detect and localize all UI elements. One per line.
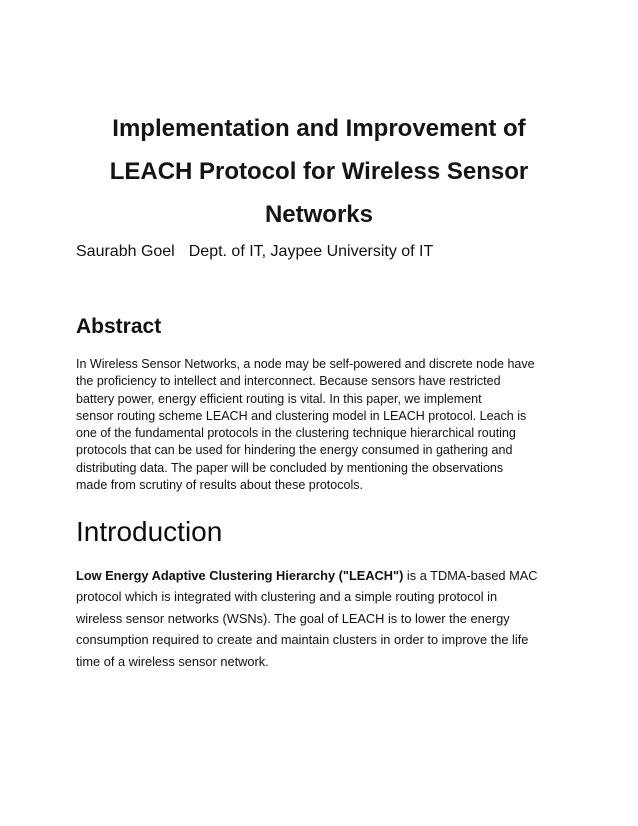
paper-title [60,107,578,236]
abstract-line: sensor routing scheme LEACH and clustering model in LEACH protocol. Leach is [76,408,527,423]
intro-line: consumption required to create and maintain clusters in order to improve the life [76,632,529,648]
abstract-text [76,356,576,494]
intro-line [76,565,576,586]
leach-term: Low Energy Adaptive Clustering Hierarchy ("LEACH") [76,568,404,583]
introduction-heading: Introduction [76,516,223,547]
title-line: Networks [264,201,374,228]
intro-line: wireless sensor networks (WSNs). The goal of LEACH is to lower the energy [76,610,510,626]
abstract-line: battery power, energy efficient routing is vital. In this paper, we implement [76,391,482,406]
author-line [76,241,433,263]
intro-line: protocol which is integrated with clustering and a simple routing protocol in [76,589,498,605]
intro-line: time of a wireless sensor network. [76,653,269,669]
abstract-line: protocols that can be used for hindering the energy consumed in gathering and [76,443,513,458]
abstract-line: one of the fundamental protocols in the clustering technique hierarchical routing [76,426,516,441]
abstract-line: In Wireless Sensor Networks, a node may be self-powered and discrete node have [76,357,535,371]
intro-line-rest: is a TDMA-based MAC [403,568,538,583]
title-line: LEACH Protocol for Wireless Sensor [109,158,529,185]
abstract-line: distributing data. The paper will be concluded by mentioning the observations [76,460,504,475]
author-affiliation: Dept. of IT, Jaypee University of IT [188,243,434,260]
abstract-line: the proficiency to intellect and interconnect. Because sensors have restricted [76,374,501,389]
introduction-text [76,565,576,672]
title-line: Implementation and Improvement of [112,115,526,142]
abstract-line: made from scrutiny of results about these protocols. [76,478,363,493]
author-name: Saurabh Goel [76,243,175,260]
abstract-heading: Abstract [76,315,162,338]
